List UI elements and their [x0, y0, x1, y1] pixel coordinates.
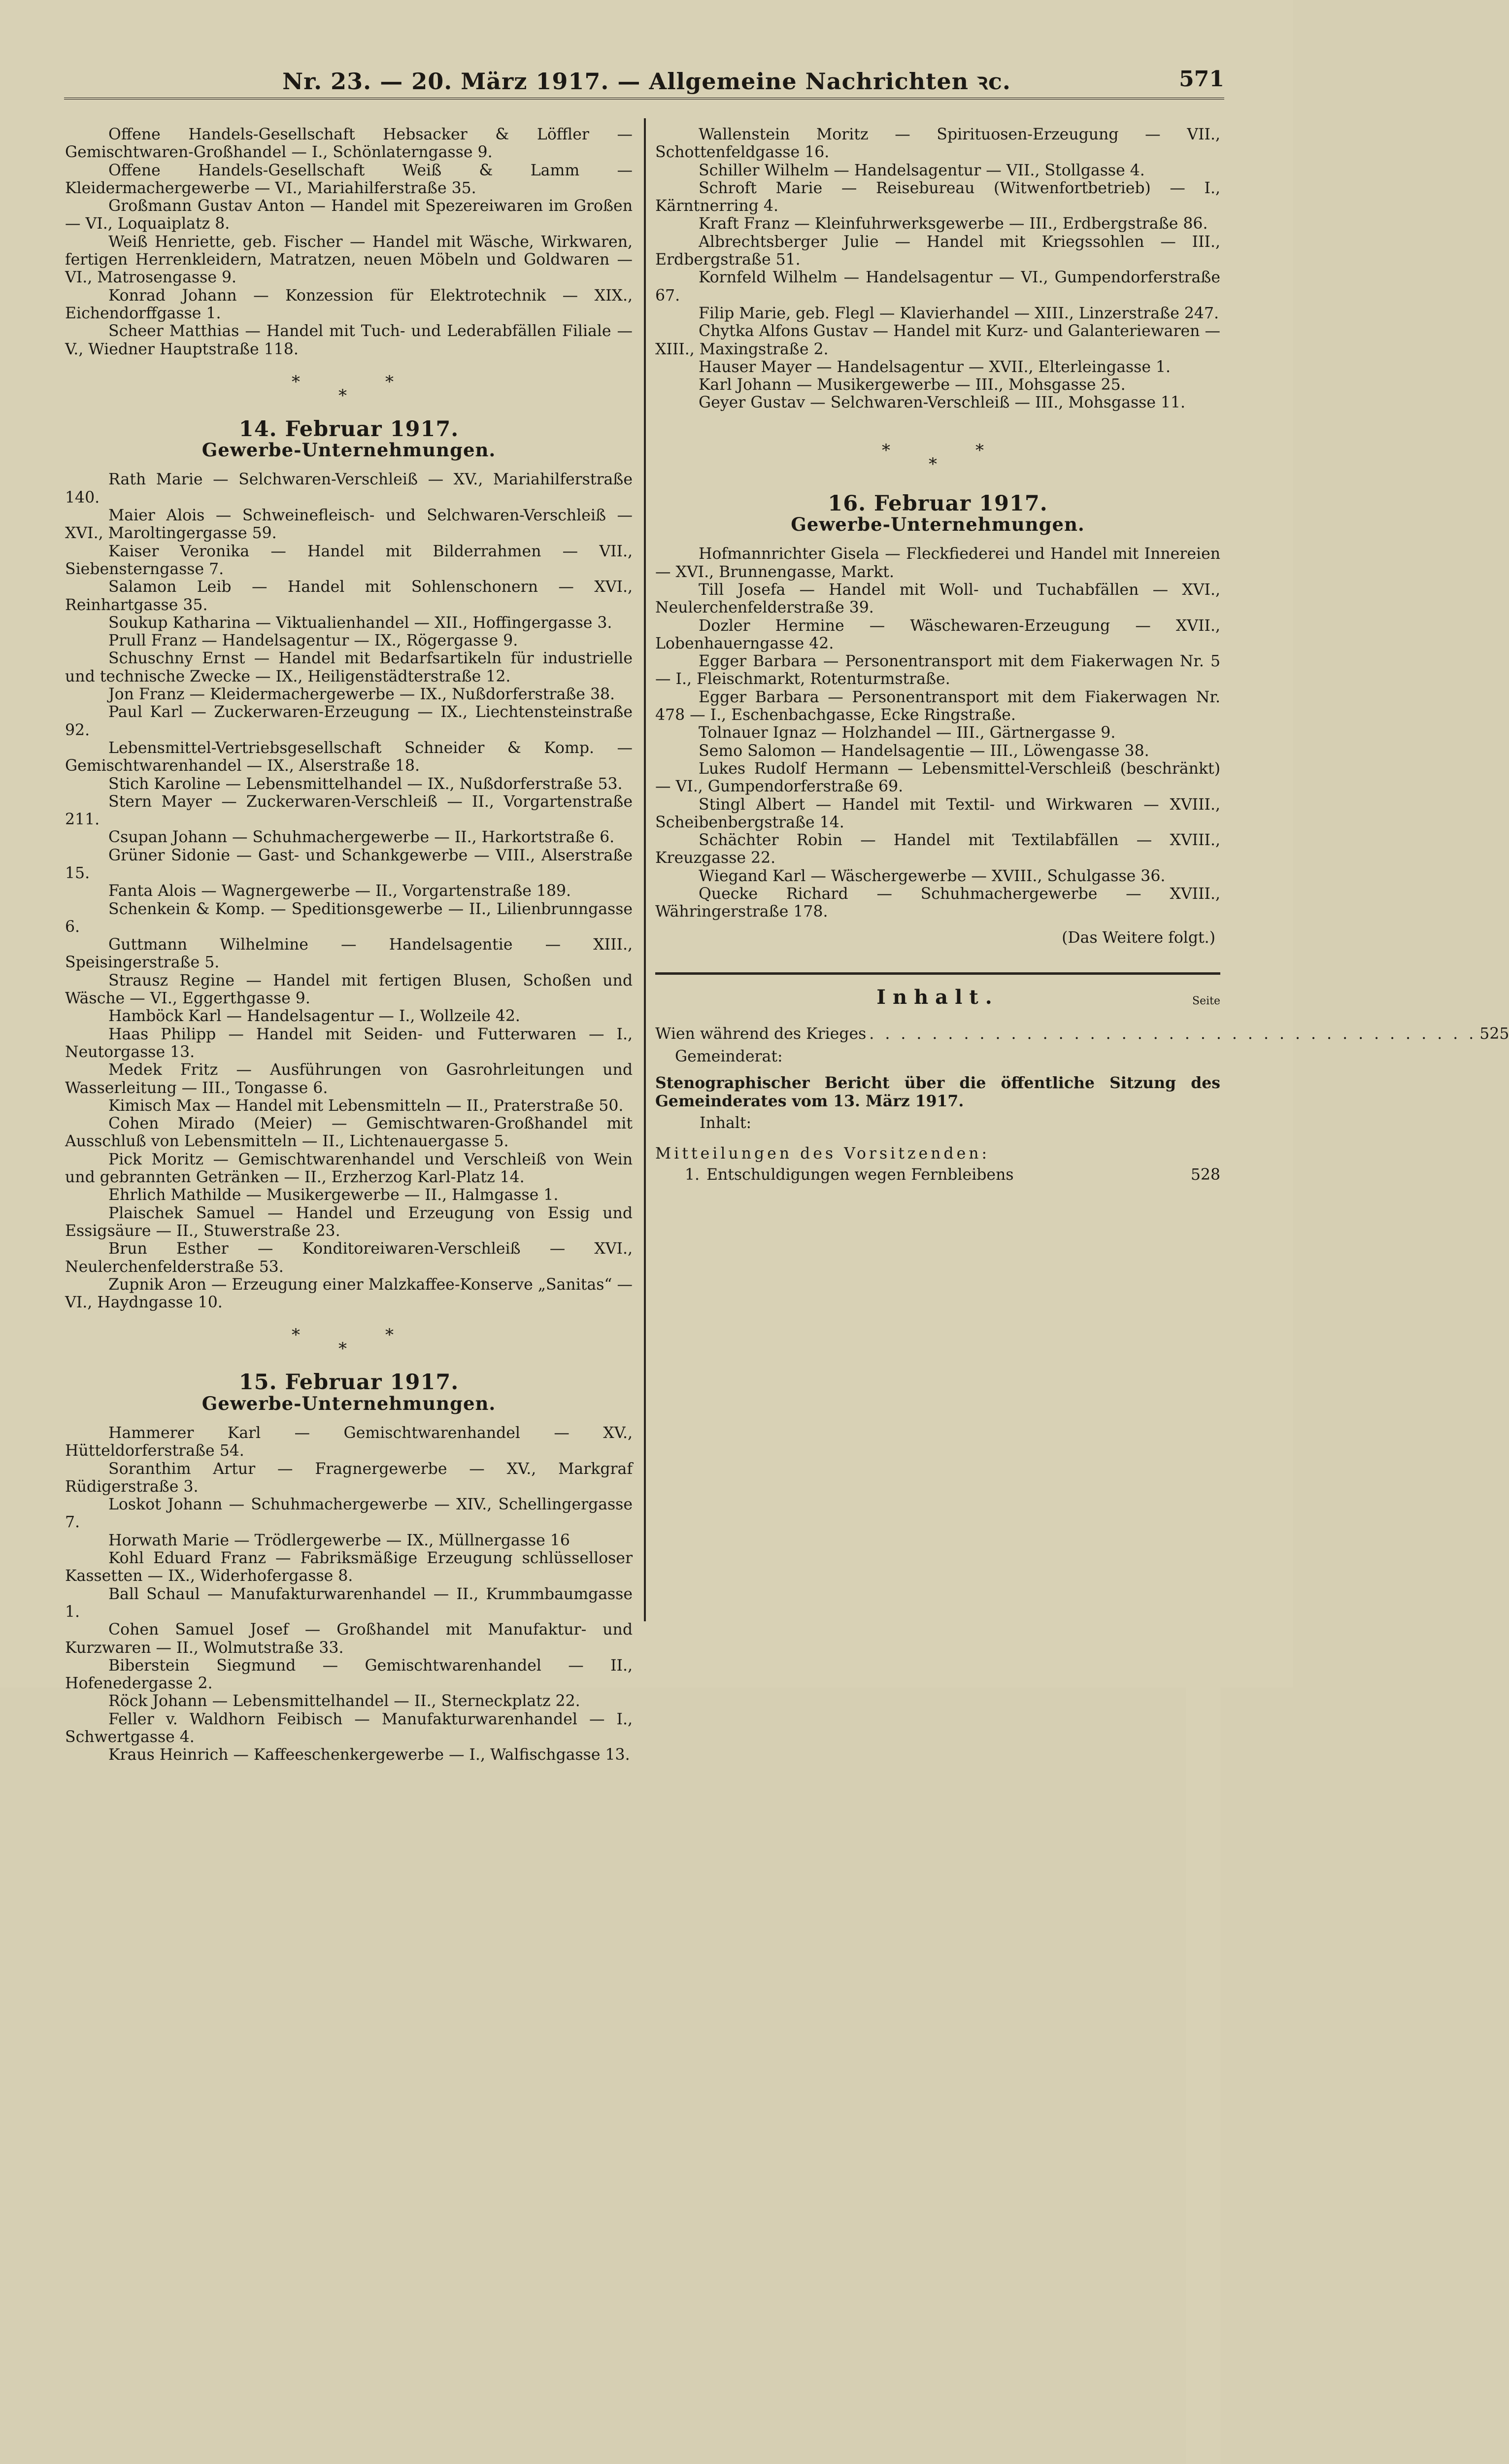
separator-star: * [882, 440, 890, 460]
register-entry: Csupan Johann — Schuhmachergewerbe — II., Harkortstraße 6. [108, 828, 615, 847]
register-entry: Geyer Gustav — Selchwaren-Verschleiß — III., Mohsgasse 11. [699, 394, 1186, 412]
register-entry: Kornfeld Wilhelm — Handelsagentur — VI., Gumpendorferstraße 67. [655, 269, 1220, 305]
toc-entry [655, 1025, 1509, 1043]
register-entry: Paul Karl — Zuckerwaren-Erzeugung — IX., Liechtensteinstraße 92. [65, 703, 633, 739]
register-entry: Loskot Johann — Schuhmachergewerbe — XIV., Schellingergasse 7. [65, 1496, 633, 1532]
register-entry: Schenkein & Komp. — Speditionsgewerbe — II., Lilienbrunngasse 6. [65, 900, 633, 936]
register-entry: Soranthim Artur — Fragnergewerbe — XV., Markgraf Rüdigerstraße 3. [65, 1460, 633, 1496]
register-entry: Dozler Hermine — Wäschewaren-Erzeugung — XVII., Lobenhauerngasse 42. [655, 616, 1220, 652]
section-separator [65, 373, 633, 411]
header-rule [64, 98, 1224, 100]
separator-star: * [975, 440, 984, 460]
page-number: 571 [1179, 67, 1224, 92]
register-entry: Zupnik Aron — Erzeugung einer Malzkaffee-Konserve „Sanitas“ — VI., Haydngasse 10. [65, 1275, 633, 1312]
register-entry: Lebensmittel-Vertriebsgesellschaft Schneider & Komp. — Gemischtwarenhandel — IX., Alserstraße 18. [65, 739, 633, 775]
separator-star: * [385, 372, 394, 392]
register-entry: Salamon Leib — Handel mit Sohlenschonern — XVI., Reinhartgasse 35. [65, 578, 633, 614]
register-entry: Weiß Henriette, geb. Fischer — Handel mit Wäsche, Wirkwaren, fertigen Herrenkleidern, Matratzen, neuen Möbeln und Goldwaren — VI., Matrosengasse 9. [65, 233, 633, 287]
register-entry: Großmann Gustav Anton — Handel mit Spezereiwaren im Großen — VI., Loquaiplatz 8. [65, 197, 633, 233]
left-top-entries [65, 126, 633, 358]
register-entry: Pick Moritz — Gemischtwarenhandel und Verschleiß von Wein und gebrannten Getränken — II., Erzherzog Karl-Platz 14. [65, 1150, 633, 1187]
toc-mitteilungen-list [655, 1166, 1220, 2464]
toc-item-text: Entschuldigungen wegen Fernbleibens [706, 1165, 1014, 1184]
section-heading: Gewerbe-Unternehmungen. [201, 439, 496, 461]
right-column [655, 126, 1509, 2464]
register-entry: Rath Marie — Selchwaren-Verschleiß — XV., Mariahilferstraße 140. [65, 471, 633, 507]
left-column [65, 126, 633, 1764]
toc-item-page: 528 [1186, 1166, 1220, 2464]
register-entry: Soukup Katharina — Viktualienhandel — XII., Hoffingergasse 3. [108, 614, 612, 632]
register-entry: Schiller Wilhelm — Handelsagentur — VII., Stollgasse 4. [699, 161, 1145, 179]
register-entry: Hofmannrichter Gisela — Fleckfiederei und Handel mit Innereien — XVI., Brunnengasse, Markt. [655, 545, 1220, 581]
toc-inhalt-label: Inhalt: [700, 1114, 752, 1132]
register-entry: Horwath Marie — Trödlergewerbe — IX., Müllnergasse 16 [108, 1531, 570, 1549]
toc-header [655, 986, 1220, 1015]
register-entry: Fanta Alois — Wagnergewerbe — II., Vorgartenstraße 189. [108, 882, 571, 900]
section-heading: Gewerbe-Unternehmungen. [201, 1392, 496, 1414]
continued-note: (Das Weitere folgt.) [1062, 928, 1215, 947]
register-entry: Quecke Richard — Schuhmachergewerbe — XVIII., Währingerstraße 178. [655, 885, 1220, 921]
register-entry: Medek Fritz — Ausführungen von Gasrohrleitungen und Wasserleitung — III., Tongasse 6. [65, 1061, 633, 1097]
section-date: 15. Februar 1917. [238, 1370, 459, 1395]
toc-entry-text: Wien während des Krieges [655, 1025, 867, 1043]
register-entry: Cohen Samuel Josef — Großhandel mit Manufaktur- und Kurzwaren — II., Wolmutstraße 33. [65, 1621, 633, 1657]
column-divider [644, 118, 646, 1621]
register-entry: Egger Barbara — Personentransport mit dem Fiakerwagen Nr. 478 — I., Eschenbachgasse, Ecke Ringstraße. [655, 688, 1220, 724]
separator-star: * [338, 1339, 347, 1359]
register-entry: Grüner Sidonie — Gast- und Schankgewerbe — VIII., Alserstraße 15. [65, 846, 633, 882]
register-entry: Lukes Rudolf Hermann — Lebensmittel-Verschleiß (beschränkt) — VI., Gumpendorferstraße 69. [655, 759, 1220, 796]
page-header [64, 62, 1229, 101]
register-entry: Hamböck Karl — Handelsagentur — I., Wollzeile 42. [108, 1007, 520, 1026]
section-entries [65, 471, 633, 1311]
register-entry: Wiegand Karl — Wäschergewerbe — XVIII., Schulgasse 36. [699, 867, 1166, 885]
register-entry: Filip Marie, geb. Flegl — Klavierhandel — XIII., Linzerstraße 247. [699, 304, 1219, 322]
register-entry: Maier Alois — Schweinefleisch- und Selchwaren-Verschleiß — XVI., Maroltingergasse 59. [65, 507, 633, 543]
register-entry: Stingl Albert — Handel mit Textil- und Wirkwaren — XVIII., Scheibenbergstraße 14. [655, 795, 1220, 831]
separator-star: * [929, 454, 937, 474]
register-entry: Offene Handels-Gesellschaft Weiß & Lamm — Kleidermachergewerbe — VI., Mariahilferstraße 35. [65, 161, 633, 197]
register-entry: Tolnauer Ignaz — Holzhandel — III., Gärtnergasse 9. [699, 724, 1116, 742]
section-separator [655, 442, 1220, 480]
section-entries [65, 1424, 633, 1764]
separator-star: * [292, 372, 300, 392]
toc-rule [655, 972, 1220, 975]
register-entry: Till Josefa — Handel mit Woll- und Tuchabfällen — XVI., Neulerchenfelderstraße 39. [655, 581, 1220, 617]
toc-title: Inhalt. [876, 985, 999, 1009]
register-entry: Schächter Robin — Handel mit Textilabfällen — XVIII., Kreuzgasse 22. [655, 831, 1220, 867]
register-entry: Kaiser Veronika — Handel mit Bilderrahmen — VII., Siebensterngasse 7. [65, 542, 633, 578]
register-entry: Wallenstein Moritz — Spirituosen-Erzeugung — VII., Schottenfeldgasse 16. [655, 126, 1220, 162]
toc-item [655, 1166, 1220, 2464]
separator-star: * [292, 1325, 300, 1345]
toc-gemeinderat: Gemeinderat: [675, 1048, 783, 1066]
toc-mitteilungen-heading: Mitteilungen des Vorsitzenden: [655, 1145, 990, 1163]
register-entry: Semo Salomon — Handelsagentie — III., Löwengasse 38. [699, 742, 1149, 760]
separator-star: * [338, 385, 347, 406]
register-entry: Jon Franz — Kleidermachergewerbe — IX., Nußdorferstraße 38. [108, 685, 615, 704]
section-entries [655, 545, 1220, 921]
toc-page-column-label: Seite [1192, 994, 1220, 1007]
register-entry: Karl Johann — Musikergewerbe — III., Mohsgasse 25. [699, 376, 1126, 394]
register-entry: Stich Karoline — Lebensmittelhandel — IX., Nußdorferstraße 53. [108, 775, 623, 793]
register-entry: Haas Philipp — Handel mit Seiden- und Futterwaren — I., Neutorgasse 13. [65, 1025, 633, 1061]
separator-star: * [385, 1325, 394, 1345]
register-entry: Plaischek Samuel — Handel und Erzeugung von Essig und Essigsäure — II., Stuwerstraße 23. [65, 1204, 633, 1240]
register-entry: Schuschny Ernst — Handel mit Bedarfsartikeln für industrielle und technische Zwecke — IX., Heiligenstädterstraße 12. [65, 650, 633, 685]
section-date: 14. Februar 1917. [238, 416, 459, 442]
toc-bericht: Stenographischer Bericht über die öffentliche Sitzung des Gemeinderates vom 13. März 1917. [655, 1074, 1220, 1110]
register-entry: Prull Franz — Handelsagentur — IX., Rögergasse 9. [108, 632, 518, 650]
register-entry: Hauser Mayer — Handelsagentur — XVII., Elterleingasse 1. [699, 358, 1171, 376]
right-top-entries [655, 126, 1220, 412]
section-heading: Gewerbe-Unternehmungen. [791, 513, 1085, 536]
register-entry: Kohl Eduard Franz — Fabriksmäßige Erzeugung schlüsselloser Kassetten — IX., Widerhofergasse 8. [65, 1549, 633, 1585]
register-entry: Strausz Regine — Handel mit fertigen Blusen, Schoßen und Wäsche — VI., Eggerthgasse 9. [65, 971, 633, 1008]
register-entry: Cohen Mirado (Meier) — Gemischtwaren-Großhandel mit Ausschluß von Lebensmitteln — II., Lichtenauergasse 5. [65, 1115, 633, 1151]
register-entry: Kraft Franz — Kleinfuhrwerksgewerbe — III., Erdbergstraße 86. [699, 215, 1208, 233]
toc-item-number: 1. [684, 1165, 700, 1184]
register-entry: Guttmann Wilhelmine — Handelsagentie — XIII., Speisingerstraße 5. [65, 936, 633, 972]
register-entry: Brun Esther — Konditoreiwaren-Verschleiß — XVI., Neulerchenfelderstraße 53. [65, 1240, 633, 1276]
register-entry: Stern Mayer — Zuckerwaren-Verschleiß — II., Vorgartenstraße 211. [65, 792, 633, 829]
toc-entry-page: 525 [1479, 1025, 1509, 1043]
section-separator [65, 1326, 633, 1365]
register-entry: Hammerer Karl — Gemischtwarenhandel — XV., Hütteldorferstraße 54. [65, 1424, 633, 1460]
register-entry: Röck Johann — Lebensmittelhandel — II., Sterneckplatz 22. [108, 1692, 580, 1711]
register-entry: Feller v. Waldhorn Feibisch — Manufakturwarenhandel — I., Schwertgasse 4. [65, 1710, 633, 1746]
register-entry: Chytka Alfons Gustav — Handel mit Kurz- und Galanteriewaren — XIII., Maxingstraße 2. [655, 322, 1220, 358]
toc-leader-dots: . . . . . . . . . . . . . . . . . . . . . . . . . . . . . . . . . . . . . . . [869, 1025, 1477, 1043]
register-entry: Konrad Johann — Konzession für Elektrotechnik — XIX., Eichendorffgasse 1. [65, 286, 633, 322]
register-entry: Ehrlich Mathilde — Musikergewerbe — II., Halmgasse 1. [108, 1186, 559, 1204]
register-entry: Kraus Heinrich — Kaffeeschenkergewerbe — I., Walfischgasse 13. [108, 1746, 630, 1764]
register-entry: Biberstein Siegmund — Gemischtwarenhandel — II., Hofenedergasse 2. [65, 1656, 633, 1693]
register-entry: Offene Handels-Gesellschaft Hebsacker & Löffler — Gemischtwaren-Großhandel — I., Schönlaterngasse 9. [65, 126, 633, 162]
register-entry: Schroft Marie — Reisebureau (Witwenfortbetrieb) — I., Kärntnerring 4. [655, 179, 1220, 215]
register-entry: Albrechtsberger Julie — Handel mit Kriegssohlen — III., Erdbergstraße 51. [655, 233, 1220, 269]
register-entry: Egger Barbara — Personentransport mit dem Fiakerwagen Nr. 5 — I., Fleischmarkt, Rotenturmstraße. [655, 652, 1220, 688]
register-entry: Ball Schaul — Manufakturwarenhandel — II., Krummbaumgasse 1. [65, 1585, 633, 1621]
register-entry: Kimisch Max — Handel mit Lebensmitteln — II., Praterstraße 50. [108, 1096, 624, 1115]
register-entry: Scheer Matthias — Handel mit Tuch- und Lederabfällen Filiale — V., Wiedner Hauptstraße 118. [65, 322, 633, 358]
section-date: 16. Februar 1917. [828, 491, 1048, 516]
header-title: Nr. 23. — 20. März 1917. — Allgemeine Nachrichten ꝛc. [282, 68, 1011, 95]
